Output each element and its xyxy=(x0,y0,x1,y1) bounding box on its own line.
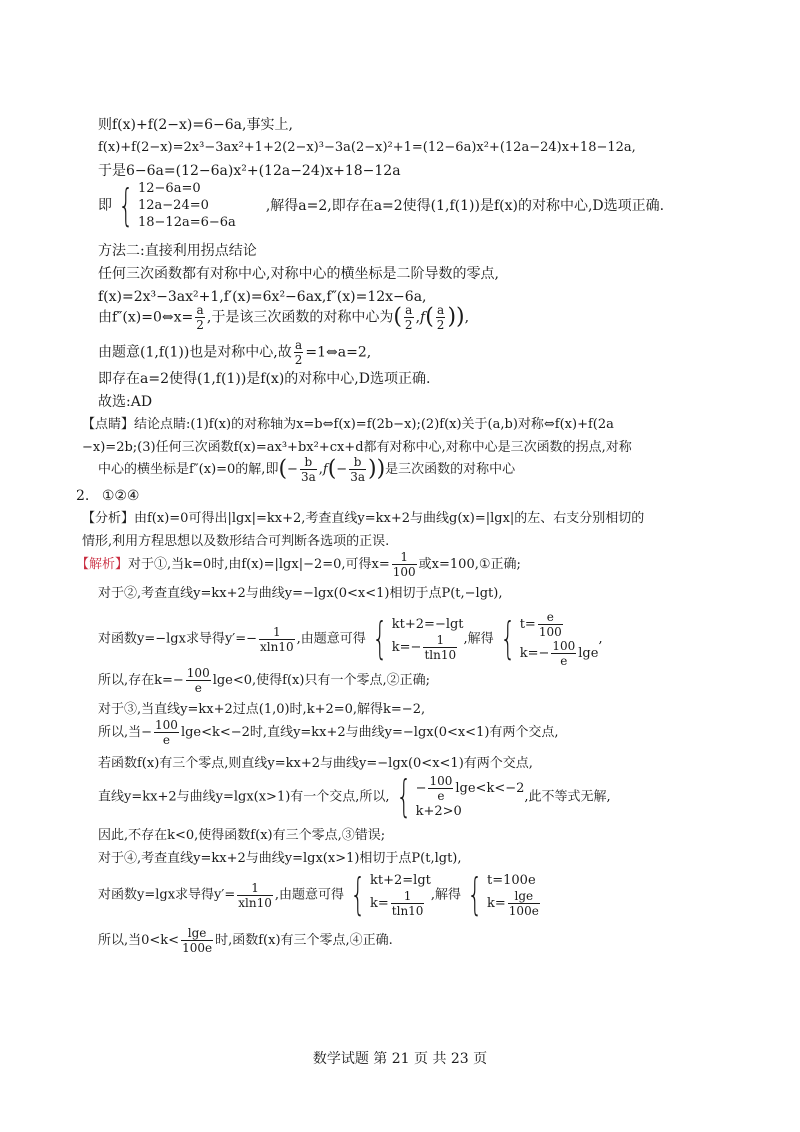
question-answer: ①②④ xyxy=(101,488,140,504)
sys1-row-3: 18−12a=6−6a xyxy=(138,215,236,230)
solution-line-10: 对于④,考查直线y=kx+2与曲线y=lgx(x>1)相切于点P(t,lgt), xyxy=(98,851,462,866)
fraction-a-over-2: $\frac{a}{2}$ xyxy=(196,303,204,332)
line-1: 则f(x)+f(2−x)=6−6a,事实上, xyxy=(98,117,293,133)
equation-system-2: kt+2=−lgt k=− $\frac{1}{tln10}$ xyxy=(391,617,464,662)
line-9: 即存在a=2使得(1,f(1))是f(x)的对称中心,D选项正确. xyxy=(98,371,431,387)
line-8 xyxy=(98,338,371,367)
equation-system-3: t= $\frac{e}{100}$ k=− $\frac{100}{e}$ lge xyxy=(519,610,599,668)
equation-system-5: kt+2=lgt k= $\frac{1}{tln10}$ xyxy=(370,873,431,918)
fraction-lge-over-100e: $\frac{\lg e}{100e}$ xyxy=(182,926,213,955)
line-5: 任何三次函数都有对称中心,对称中心的横坐标是二阶导数的零点, xyxy=(98,266,499,282)
method-two-heading: 方法二:直接利用拐点结论 xyxy=(98,243,257,259)
fraction-b-over-3a-b: $\frac{b}{3a}$ xyxy=(350,455,365,484)
solution-line-12: 所以,当0<k< $\frac{\lg e}{100e}$ 时,函数f(x)有三个零点,④正确. xyxy=(98,926,393,955)
line-8-a: 由题意(1,f(1))也是对称中心,故 xyxy=(98,344,292,361)
question-number: 2. xyxy=(76,488,90,504)
solution-line-5: 对于③,当直线y=kx+2过点(1,0)时,k+2=0,解得k=−2, xyxy=(98,702,426,717)
solution-line-2: 对于②,考查直线y=kx+2与曲线y=−lgx(0<x<1)相切于点P(t,−lgt), xyxy=(98,586,503,601)
equation-system-6: t=100e k= $\frac{\lg e}{100e}$ xyxy=(487,873,539,918)
fraction-a-over-2-b: $\frac{a}{2}$ xyxy=(404,303,413,332)
solution-line-9: 因此,不存在k<0,使得函数f(x)有三个零点,③错误; xyxy=(98,828,386,843)
line-10: 故选:AD xyxy=(98,394,153,410)
solution-line-8: 直线y=kx+2与曲线y=lgx(x>1)有一个交点,所以, { − $\frac{100}{e}$ lge<k<−2 k+2>0 ,此不等式无解, xyxy=(98,771,611,822)
system-line-1 xyxy=(98,180,664,231)
tip-line-3: 中心的横坐标是f″(x)=0的解,即(− $\frac{b}{3a}$ ,f(− $\frac{b}{3a}$ ))是三次函数的对称中心 xyxy=(98,455,516,484)
solution-line-3: 对函数y=−lgx求导得y′=− $\frac{1}{xln10}$ ,由题意可得 { kt+2=−lgt k=− $\frac{1}{tln10}$ ,解得 { t= $\frac{e}{100}$ k=− $\frac{100}{e}$ lge , xyxy=(98,610,603,668)
fraction-a-over-2-d: $\frac{a}{2}$ xyxy=(294,338,303,367)
solution-line-4: 所以,存在k=− $\frac{100}{e}$ lge<0,使得f(x)只有一个零点,②正确; xyxy=(98,666,430,695)
fraction-100-over-e: $\frac{100}{e}$ xyxy=(186,666,210,695)
line-7-b: ,于是该三次函数的对称中心为 xyxy=(206,309,394,326)
solution-line-11: 对函数y=lgx求导得y′= $\frac{1}{xln10}$ ,由题意可得 { kt+2=lgt k= $\frac{1}{tln10}$ ,解得 { t=100e k= $\frac{\lg e}{100e}$ xyxy=(98,872,542,918)
analysis-line-2: 情形,利用方程思想以及数形结合可判断各选项的正误. xyxy=(82,534,390,549)
analysis-line-1: 【分析】由f(x)=0可得出|lgx|=kx+2,考查直线y=kx+2与曲线g(x)=|lgx|的左、右支分别相切的 xyxy=(82,511,645,526)
fraction-b-over-3a: $\frac{b}{3a}$ xyxy=(300,455,316,484)
line-3: 于是6−6a=(12−6a)x²+(12a−24)x+18−12a xyxy=(98,163,401,179)
fraction-1-over-100: $\frac{1}{100}$ xyxy=(392,550,416,579)
sys1-row-1: 12−6a=0 xyxy=(138,181,201,196)
line-2: f(x)+f(2−x)=2x³−3ax²+1+2(2−x)³−3a(2−x)²+1=(12−6a)x²+(12a−24)x+18−12a, xyxy=(98,140,636,155)
solution-line-7: 若函数f(x)有三个零点,则直线y=kx+2与曲线y=−lgx(0<x<1)有两个交点, xyxy=(98,756,533,771)
tip-line-1: 【点睛】结论点睛:(1)f(x)的对称轴为x=b⇔f(x)=f(2b−x);(2)f(x)关于(a,b)对称⇔f(x)+f(2a xyxy=(82,417,614,432)
page-footer: 数学试题 第 21 页 共 23 页 xyxy=(312,1051,488,1067)
fraction-1-over-xln10: $\frac{1}{xln10}$ xyxy=(260,624,294,654)
equation-system-4: − $\frac{100}{e}$ lge<k<−2 k+2>0 xyxy=(415,774,525,819)
equation-system-1 xyxy=(138,180,236,231)
line-7-a: 由f″(x)=0⇔x= xyxy=(98,309,194,326)
sys1-row-2: 12a−24=0 xyxy=(138,198,209,213)
question-2-heading xyxy=(76,487,139,505)
left-brace: { xyxy=(118,179,134,231)
solution-tag: 【解析】 xyxy=(76,557,129,572)
line-7: 由f″(x)=0⇔x= $\frac{a}{2}$ ,于是该三次函数的对称中心为( $\frac{a}{2}$ ,f( $\frac{a}{2}$ )), xyxy=(98,303,470,332)
system-prefix: 即 xyxy=(98,197,112,214)
solution-line-6: 所以,当− $\frac{100}{e}$ lge<k<−2时,直线y=kx+2与曲线y=−lgx(0<x<1)有两个交点, xyxy=(98,718,559,747)
system-suffix: ,解得a=2,即存在a=2使得(1,f(1))是f(x)的对称中心,D选项正确. xyxy=(265,197,665,214)
line-8-b: =1⇔a=2, xyxy=(305,344,372,361)
line-6: f(x)=2x³−3ax²+1,f′(x)=6x²−6ax,f″(x)=12x−6a, xyxy=(98,289,427,305)
fraction-100-over-e-b: $\frac{100}{e}$ xyxy=(155,718,178,747)
fraction-1-over-xln10-b: $\frac{1}{xln10}$ xyxy=(238,880,272,910)
fraction-a-over-2-c: $\frac{a}{2}$ xyxy=(436,303,445,332)
tip-line-2: −x)=2b;(3)任何三次函数f(x)=ax³+bx²+cx+d都有对称中心,对称中心是三次函数的拐点,对称 xyxy=(82,440,632,455)
solution-line-1: 【解析】对于①,当k=0时,由f(x)=|lgx|−2=0,可得x= $\frac{1}{100}$ 或x=100,①正确; xyxy=(76,550,521,579)
